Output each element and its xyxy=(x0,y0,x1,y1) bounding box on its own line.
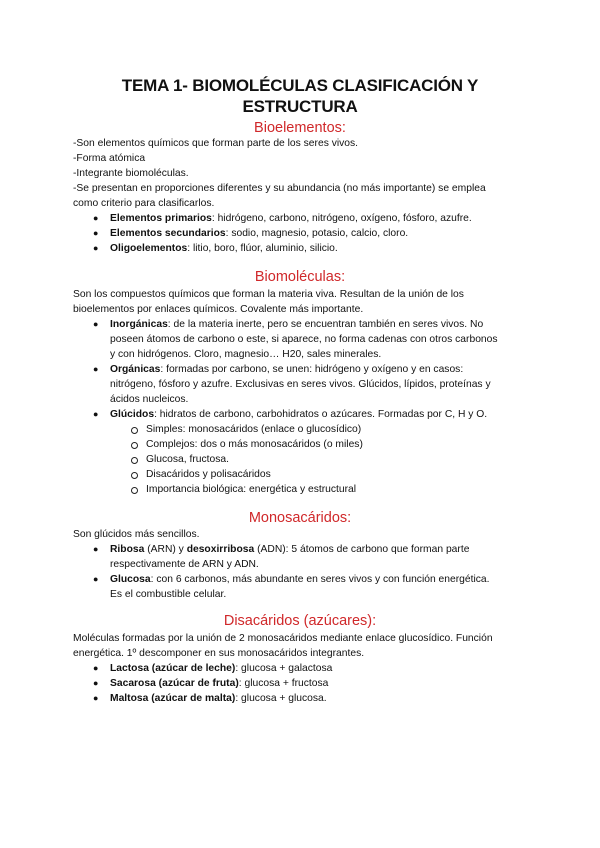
bio-line-1: -Son elementos químicos que forman parte de los seres vivos. xyxy=(73,138,359,149)
bullet-icon: ● xyxy=(93,663,99,673)
heading-biomoleculas: Biomoléculas: xyxy=(254,269,346,285)
bullet-icon: ● xyxy=(93,544,99,554)
circle-bullet-icon xyxy=(131,487,138,494)
list-item: Lactosa (azúcar de leche): glucosa + galactosa xyxy=(110,663,333,674)
list-item: Elementos secundarios: sodio, magnesio, potasio, calcio, cloro. xyxy=(110,228,409,239)
sub-list-item: Importancia biológica: energética y estructural xyxy=(146,484,357,495)
list-item-continuation: y con hidrógenos. Cloro, magnesio… H20, sales minerales. xyxy=(110,349,382,360)
heading-disacaridos: Disacáridos (azúcares): xyxy=(223,613,377,629)
bullet-icon: ● xyxy=(93,213,99,223)
list-item-continuation: ácidos nucleicos. xyxy=(110,394,189,405)
heading-monosacaridos: Monosacáridos: xyxy=(248,510,352,526)
bullet-icon: ● xyxy=(93,574,99,584)
list-item-continuation: nitrógeno, fósforo y azufre. Exclusivas en seres vivos. Glúcidos, lípidos, proteínas y xyxy=(110,379,491,390)
bullet-icon: ● xyxy=(93,693,99,703)
sub-list-item: Complejos: dos o más monosacáridos (o miles) xyxy=(146,439,363,450)
circle-bullet-icon xyxy=(131,442,138,449)
list-item: Elementos primarios: hidrógeno, carbono, nitrógeno, oxígeno, fósforo, azufre. xyxy=(110,213,472,224)
list-item-inorganicas: Inorgánicas: de la materia inerte, pero se encuentran también en seres vivos. No xyxy=(110,319,484,330)
bullet-icon: ● xyxy=(93,228,99,238)
circle-bullet-icon xyxy=(131,427,138,434)
list-item-glucidos: Glúcidos: hidratos de carbono, carbohidratos o azúcares. Formadas por C, H y O. xyxy=(110,409,488,420)
list-item-organicas: Orgánicas: formadas por carbono, se unen: hidrógeno y oxígeno y en casos: xyxy=(110,364,464,375)
list-item: Oligoelementos: litio, boro, flúor, aluminio, silicio. xyxy=(110,243,338,254)
sub-list-item: Glucosa, fructosa. xyxy=(146,454,229,465)
bullet-icon: ● xyxy=(93,319,99,329)
bullet-icon: ● xyxy=(93,678,99,688)
sub-list-item: Disacáridos y polisacáridos xyxy=(146,469,271,480)
bio-line-3: -Integrante biomoléculas. xyxy=(73,168,189,179)
list-item-continuation: Es el combustible celular. xyxy=(110,589,227,600)
disac-line-2: energética. 1º descomponer en sus monosacáridos integrantes. xyxy=(73,648,365,659)
list-item-continuation: respectivamente de ARN y ADN. xyxy=(110,559,259,570)
list-item: Sacarosa (azúcar de fruta): glucosa + fructosa xyxy=(110,678,329,689)
list-item-ribosa: Ribosa (ARN) y desoxirribosa (ADN): 5 átomos de carbono que forman parte xyxy=(110,544,470,555)
circle-bullet-icon xyxy=(131,457,138,464)
bio-line-4: -Se presentan en proporciones diferentes y su abundancia (no más importante) se emplea xyxy=(73,183,486,194)
bio-line-5: como criterio para clasificarlos. xyxy=(73,198,215,209)
list-item-glucosa: Glucosa: con 6 carbonos, más abundante en seres vivos y con función energética. xyxy=(110,574,490,585)
bio-line-2: -Forma atómica xyxy=(73,153,146,164)
page-title-line-2: ESTRUCTURA xyxy=(242,97,358,116)
list-item: Maltosa (azúcar de malta): glucosa + glucosa. xyxy=(110,693,327,704)
mono-intro: Son glúcidos más sencillos. xyxy=(73,529,200,540)
list-item-continuation: poseen átomos de carbono o este, si aparece, no forma cadenas con otros carbonos xyxy=(110,334,498,345)
bullet-icon: ● xyxy=(93,243,99,253)
page-title-line-1: TEMA 1- BIOMOLÉCULAS CLASIFICACIÓN Y xyxy=(121,76,479,95)
circle-bullet-icon xyxy=(131,472,138,479)
biomol-line-1: Son los compuestos químicos que forman la materia viva. Resultan de la unión de los xyxy=(73,289,464,300)
disac-line-1: Moléculas formadas por la unión de 2 monosacáridos mediante enlace glucosídico. Función xyxy=(73,633,493,644)
sub-list-item: Simples: monosacáridos (enlace o glucosídico) xyxy=(146,424,362,435)
heading-bioelementos: Bioelementos: xyxy=(254,120,346,136)
bullet-icon: ● xyxy=(93,364,99,374)
biomol-line-2: bioelementos por enlaces químicos. Covalente más importante. xyxy=(73,304,364,315)
bullet-icon: ● xyxy=(93,409,99,419)
